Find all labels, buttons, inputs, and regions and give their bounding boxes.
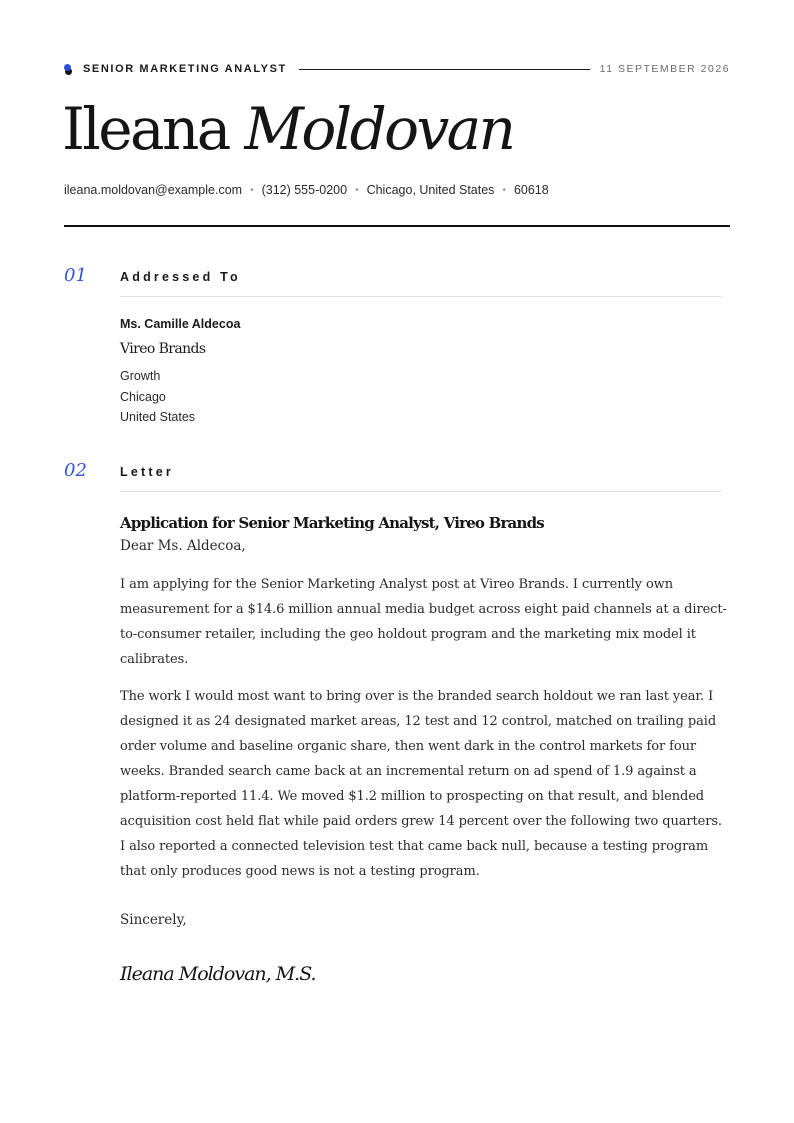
recipient-company: Vireo Brands: [120, 341, 206, 357]
first-name: Ileana: [62, 95, 229, 163]
recipient-department: Growth: [120, 369, 161, 383]
letter-body: [120, 513, 730, 884]
letter-subject: Application for Senior Marketing Analyst, Vireo Brands: [120, 514, 544, 532]
separator-dot-icon: •: [502, 185, 506, 196]
header-rule: [299, 69, 590, 70]
signature: Ileana Moldovan, M.S.: [120, 963, 316, 985]
letter-salutation: Dear Ms. Aldecoa,: [120, 538, 246, 554]
letter-paragraph: I am applying for the Senior Marketing Analyst post at Vireo Brands. I currently own measurement for a $14.6 million annual media budget across eight paid channels at a direct-to-consumer retailer, including the geo holdout program and the marketing mix model it calibrates.: [120, 577, 727, 667]
blue-dot-icon: [64, 64, 71, 71]
letter-closing: Sincerely,: [120, 912, 187, 928]
section-title-addressed-to: Addressed To: [120, 270, 241, 284]
contact-location: Chicago, United States: [366, 183, 495, 197]
section-rule: [120, 296, 722, 297]
letter-date: 11 SEPTEMBER 2026: [599, 63, 730, 75]
section-number-addressed-to: 01: [64, 265, 87, 286]
section-rule: [120, 491, 722, 492]
recipient-city: Chicago: [120, 390, 166, 404]
section-number-letter: 02: [64, 460, 87, 481]
contact-line: [64, 183, 549, 197]
contact-postal-code: 60618: [513, 183, 549, 197]
section-title-letter: Letter: [120, 465, 174, 479]
contact-email[interactable]: ileana.moldovan@example.com: [64, 183, 243, 197]
header-top-row: [64, 61, 730, 77]
job-role: SENIOR MARKETING ANALYST: [83, 63, 287, 75]
accent-dots-icon: [64, 62, 74, 76]
last-name: Moldovan: [244, 95, 514, 163]
separator-dot-icon: •: [355, 185, 359, 196]
separator-dot-icon: •: [250, 185, 254, 196]
header-divider: [64, 225, 730, 227]
recipient-name: Ms. Camille Aldecoa: [120, 317, 241, 331]
applicant-name: [62, 90, 513, 168]
recipient-country: United States: [120, 410, 196, 424]
letter-paragraph: The work I would most want to bring over is the branded search holdout we ran last year. I designed it as 24 designated market areas, 12 test and 12 control, matched on trailing paid order volume and baseline organic share, then went dark in the control markets for four weeks. Branded search came back at an incremental return on ad spend of 1.9 against a platform-reported 11.4. We moved $1.2 million to prospecting on that result, and blended acquisition cost held flat while paid orders grew 14 percent over the following two quarters. I also reported a connected television test that came back null, because a testing program that only produces good news is not a testing program.: [120, 689, 722, 879]
contact-phone[interactable]: (312) 555-0200: [261, 183, 348, 197]
